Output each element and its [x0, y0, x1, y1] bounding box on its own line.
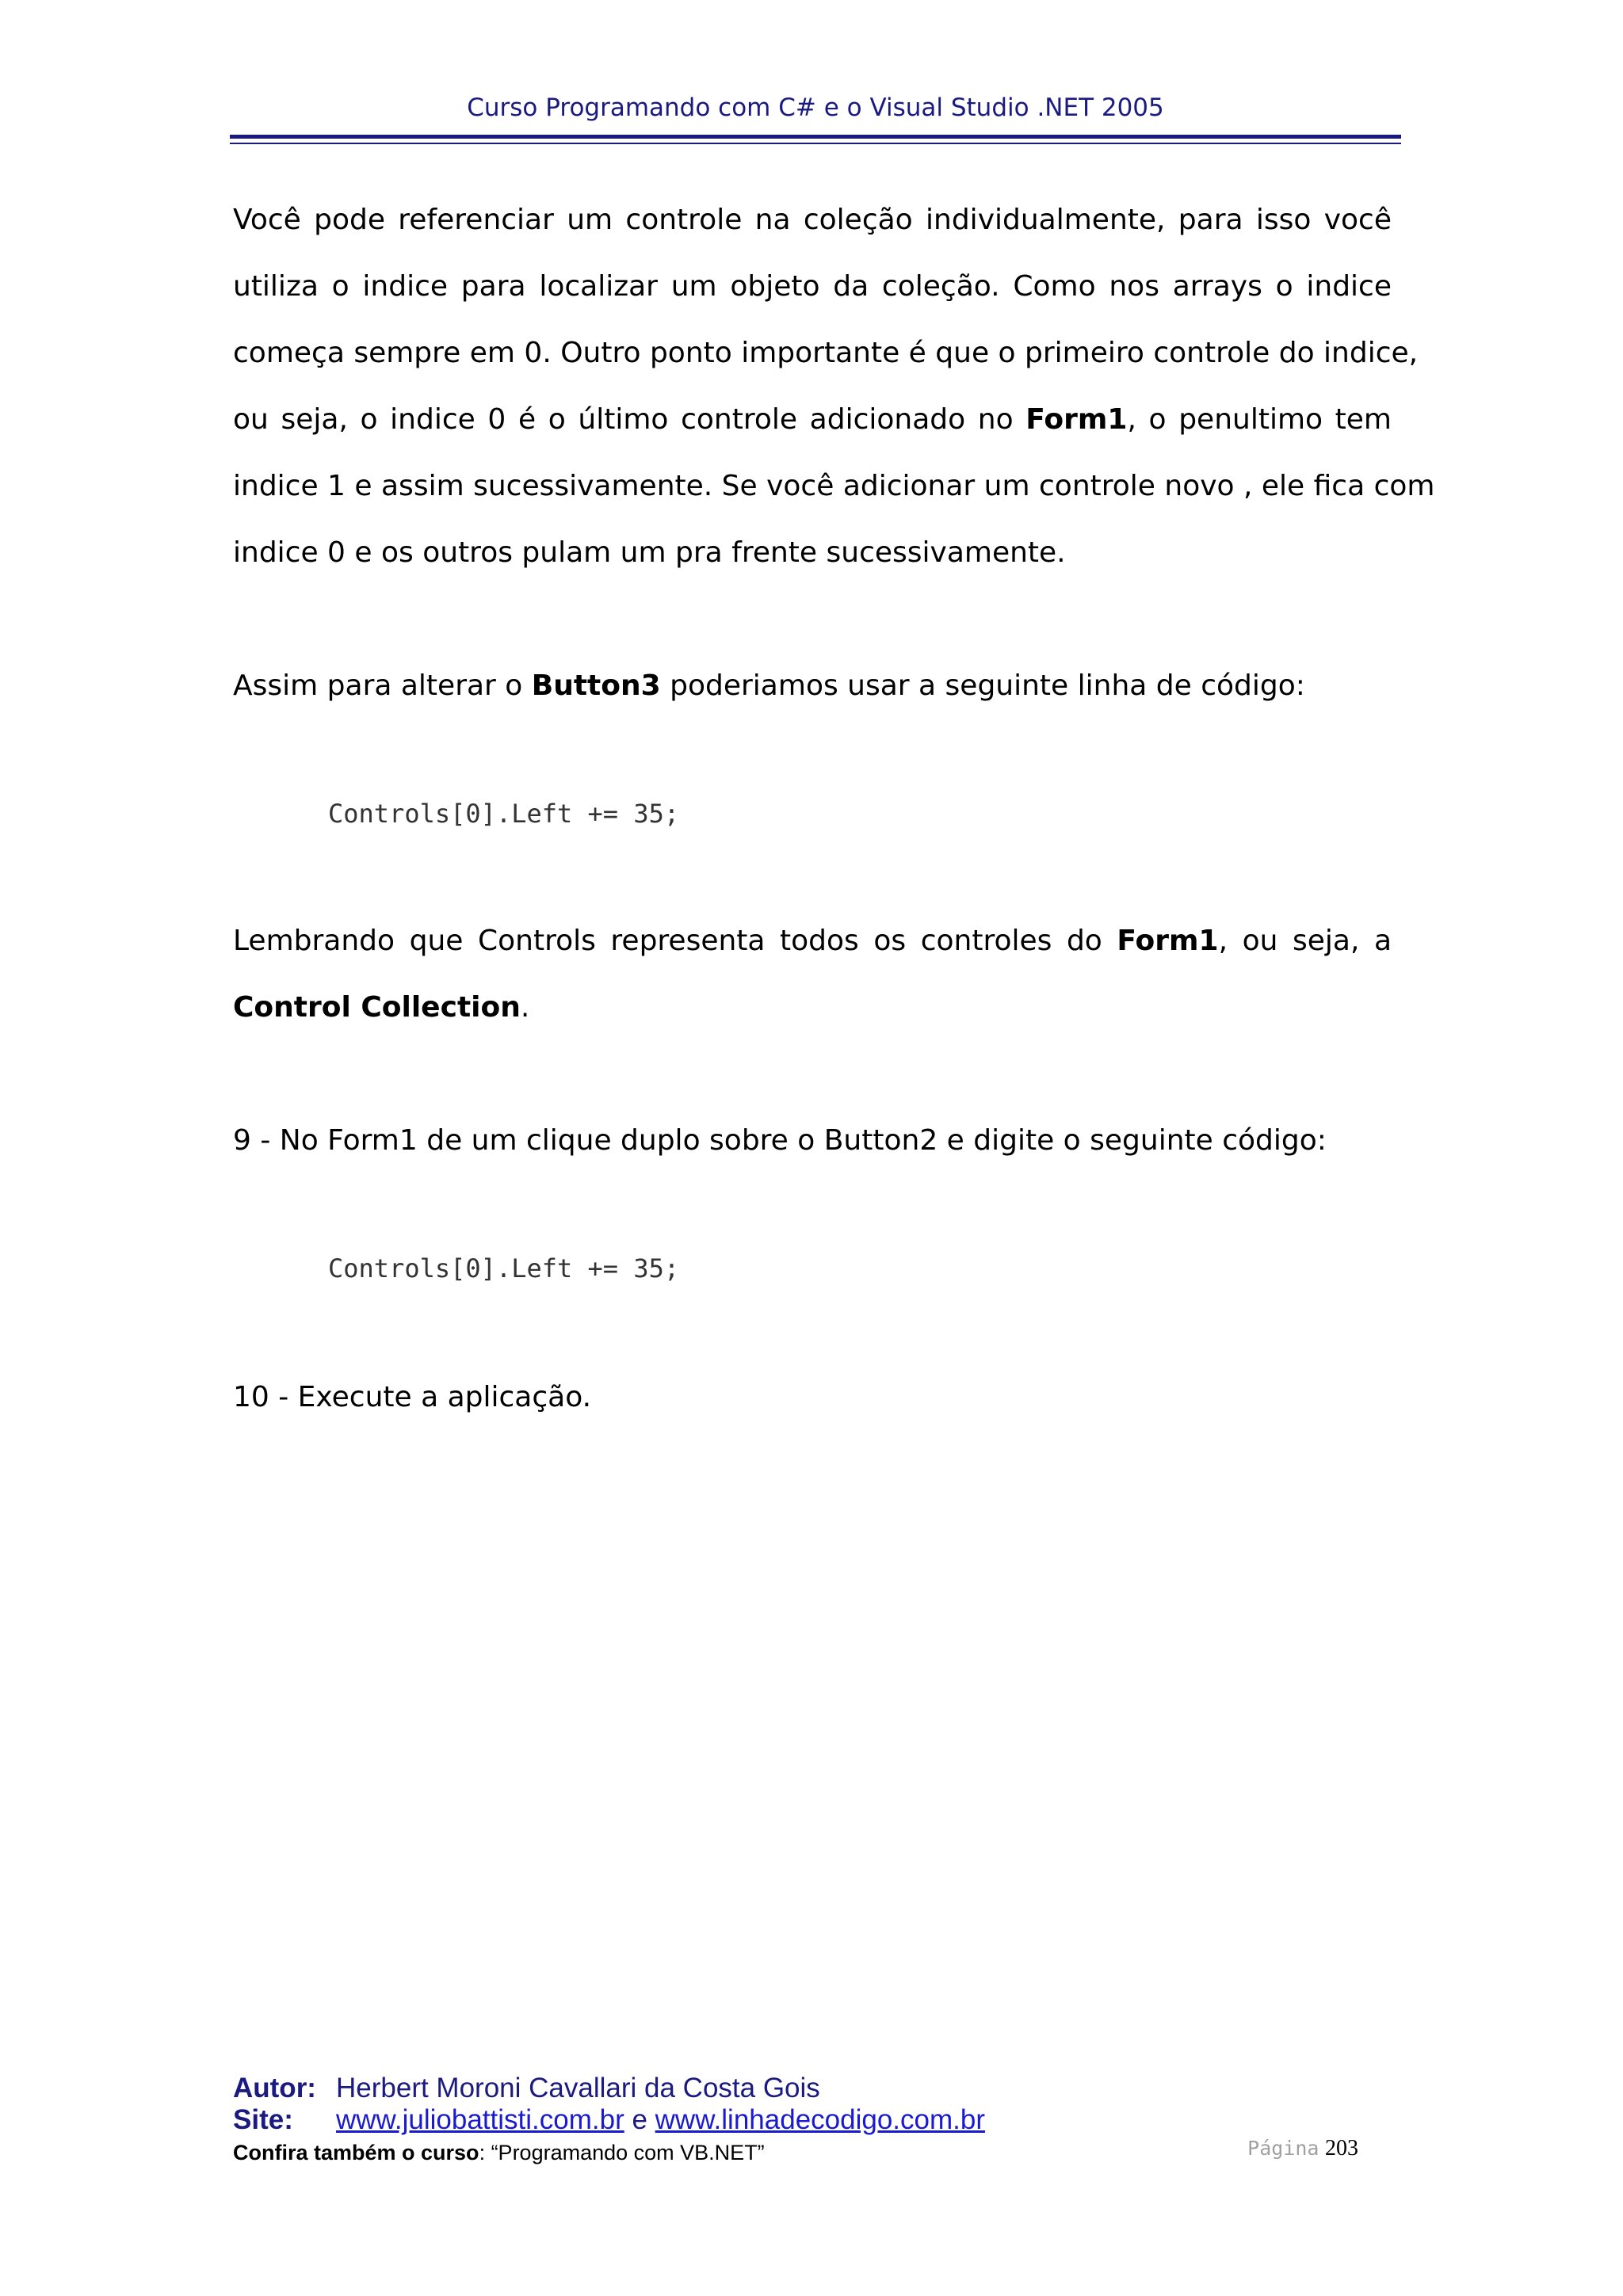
bold-form1: Form1	[1117, 925, 1219, 957]
code-snippet-2: Controls[0].Left += 35;	[328, 1253, 680, 1283]
text-line: Control Collection.	[233, 991, 530, 1024]
paragraph-button3: Assim para alterar o Button3 poderiamos usar a seguinte linha de código:	[233, 669, 1305, 702]
bold-control-collection: Control Collection	[233, 991, 521, 1024]
site-label: Site:	[233, 2104, 293, 2135]
text-line: começa sempre em 0. Outro ponto importante é que o primeiro controle do indice,	[233, 337, 1419, 369]
step-9: 9 - No Form1 de um clique duplo sobre o Button2 e digite o seguinte código:	[233, 1124, 1327, 1157]
text-line: Você pode referenciar um controle na coleção individualmente, para isso você	[233, 204, 1392, 236]
footer-author-row	[233, 2073, 820, 2104]
step-10: 10 - Execute a aplicação.	[233, 1381, 592, 1413]
site-link-juliobattisti[interactable]: www.juliobattisti.com.br	[336, 2104, 624, 2135]
text-line: Lembrando que Controls representa todos os controles do Form1, ou seja, a	[233, 925, 1392, 957]
code-snippet-1: Controls[0].Left += 35;	[328, 799, 680, 829]
site-link-linhadecodigo[interactable]: www.linhadecodigo.com.br	[655, 2104, 985, 2135]
bold-form1: Form1	[1025, 403, 1128, 436]
footer-site-row	[233, 2104, 985, 2136]
footer-also-row	[233, 2141, 765, 2165]
paragraph-controls-index	[233, 187, 1435, 586]
also-text: : “Programando com VB.NET”	[479, 2141, 765, 2164]
also-label: Confira também o curso	[233, 2141, 479, 2164]
page-label: Página	[1247, 2137, 1319, 2160]
page-number-value: 203	[1325, 2136, 1358, 2161]
paragraph-controls-collection	[233, 908, 1392, 1041]
text-line: utiliza o indice para localizar um objeto da coleção. Como nos arrays o indice	[233, 270, 1392, 303]
bold-button3: Button3	[531, 669, 661, 702]
page-header-title: Curso Programando com C# e o Visual Studio .NET 2005	[467, 93, 1164, 122]
author-label: Autor:	[233, 2073, 316, 2103]
site-separator: e	[624, 2104, 655, 2135]
text-line: indice 0 e os outros pulam um pra frente sucessivamente.	[233, 536, 1066, 569]
page-number	[1247, 2136, 1358, 2161]
author-name: Herbert Moroni Cavallari da Costa Gois	[336, 2073, 820, 2103]
text-line: ou seja, o indice 0 é o último controle adicionado no Form1, o penultimo tem	[233, 403, 1392, 436]
text-line: indice 1 e assim sucessivamente. Se você adicionar um controle novo , ele fica com	[233, 470, 1435, 502]
header-rule-thick	[230, 135, 1401, 139]
header-rule-thin	[230, 143, 1401, 144]
